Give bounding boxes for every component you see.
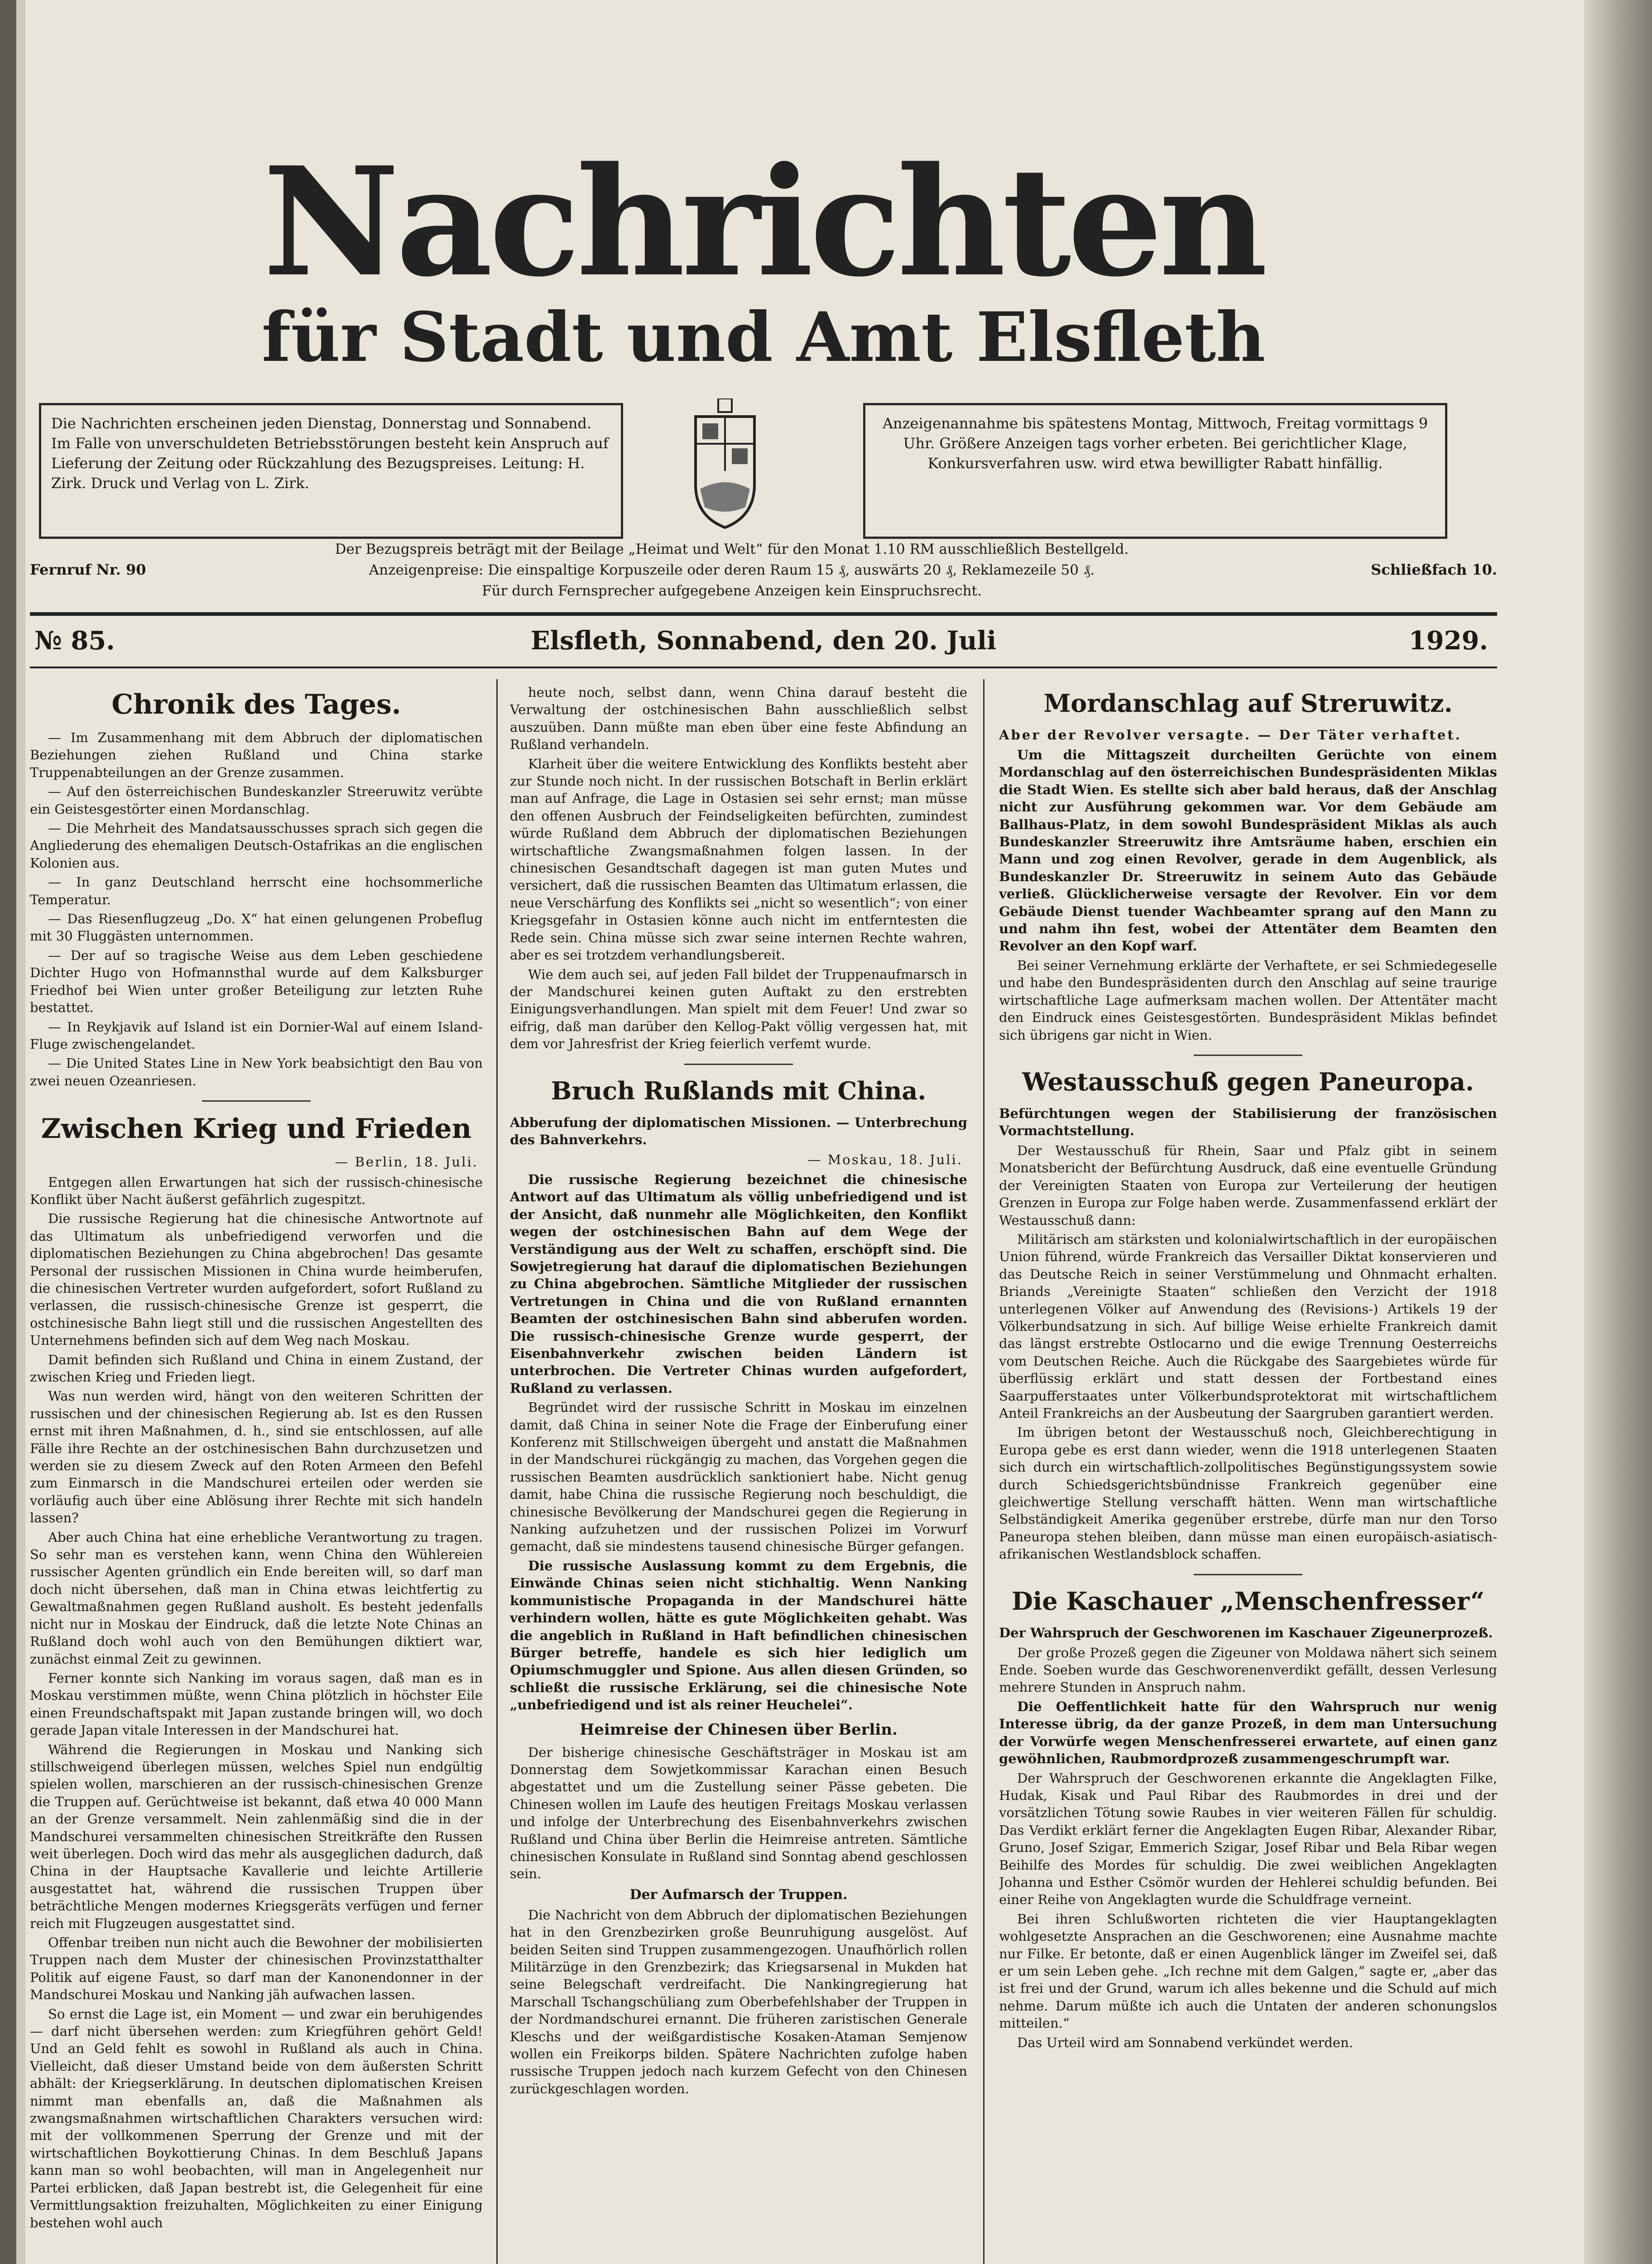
article-paragraph: Das Urteil wird am Sonnabend verkündet werden. xyxy=(1017,2034,1353,2050)
article-paragraph: Bei ihren Schlußworten richteten die vier Hauptangeklagten wohlgesetzte Ansprachen an die Geschworenen; eine Ausnahme machte nur Filke. Er betonte, daß er einen Augenblick länger im Zweifel sei, daß er um sein Leben gehe. „Ich rechne mit dem Galgen,“ sagte er, „aber das ist frei und der Grund, warum ich alles bekenne und die Schuld auf mich nehme. Darum müßte ich auch die Untaten der anderen schonungslos mitteilen.“ xyxy=(999,1911,1497,2031)
coat-of-arms-icon xyxy=(691,398,759,530)
article-paragraph: Der Westausschuß für Rhein, Saar und Pfalz gibt in seinem Monatsbericht der Befürchtung Ausdruck, daß eine eventuelle Gründung der Vereinigten Staaten von Europa zur Verteilerung der heutigen Grenzen in Europa zur Folge haben werde. Zusammenfassend erklärt der Westausschuß dann: xyxy=(999,1142,1497,1228)
article-subtitle: Befürchtungen wegen der Stabilisierung der französischen Vormachtstellung. xyxy=(999,1105,1497,1138)
article-paragraph: Im übrigen betont der Westausschuß noch, Gleichberechtigung in Europa gebe es erst dann wieder, wenn die 1918 unterlegenen Staaten sich durch ein wirtschaftlich-zollpolitisches Begünstigungssystem sowie durch Schiedsgerichtsbündnisse Frankreich gegenüber eine gleichwertige Stellung verschafft hätten. Wenn man wirtschaftliche Selbständigkeit Amerika gegenüber erstrebe, dürfe man nur den Torso Paneuropa stehen bleiben, dann müsse man einen europäisch-asiatisch-afrikanischen Westlandsblock schaffen. xyxy=(999,1425,1497,1562)
article-paragraph: Entgegen allen Erwartungen hat sich der russisch-chinesische Konflikt über Nacht äußerst gefährlich zugespitzt. xyxy=(30,1174,483,1207)
article-paragraph: So ernst die Lage ist, ein Moment — und zwar ein beruhigendes — darf nicht übersehen werden: zum Kriegführen gehört Geld! Und an Geld fehlt es sowohl in Rußland als auch in China. Vielleicht, daß dieser Umstand beide von dem äußersten Schritt abhält: der Kriegserklärung. In deutschen diplomatischen Kreisen nimmt man ebenfalls an, daß die Maßnahmen als zwangsmaßnahmen wirtschaftlichen Charakters versuchen wird: mit der vollkommenen Sperrung der Grenze und mit der wirtschaftlichen Boykottierung Chinas. In dem Beschluß Japans kann man so wohl beobachten, will man in Angelegenheit nur Partei erblicken, daß Japan bestrebt ist, die Gelegenheit für eine Vermittlungsaktion freizuhalten, Möglichkeiten zu einer Einigung bestehen wohl auch xyxy=(30,2006,483,2230)
article-separator xyxy=(1194,1055,1302,1056)
chronik-item: — Der auf so tragische Weise aus dem Leben geschiedene Dichter Hugo von Hofmannsthal wurde auf dem Kalksburger Friedhof bei Wien unter großer Beteiligung zur letzten Ruhe bestattet. xyxy=(30,947,483,1016)
column-2 xyxy=(510,684,967,2264)
issue-number: № 85. xyxy=(34,626,115,656)
chronik-item: — Auf den österreichischen Bundeskanzler Streeruwitz verübte ein Geistesgestörter einen Mordanschlag. xyxy=(30,784,483,817)
article-paragraph: Der Wahrspruch der Geschworenen erkannte die Angeklagten Filke, Hudak, Kisak und Paul Ribar des Raubmordes in drei und der vorsätzlichen Tötung sowie Raubes in vier weiteren Fällen für schuldig. Das Verdikt erklärt ferner die Angeklagten Eugen Ribar, Alexander Ribar, Gruno, Josef Szigar, Emmerich Szigar, Josef Ribar und Bela Ribar wegen Beihilfe des Mordes für schuldig. Die zwei weiblichen Angeklagten Johanna und Esther Csömör wurden der Hehlerei schuldig befunden. Bei einer Reihe von Angeklagten wurde die Schuldfrage verneint. xyxy=(999,1770,1497,1908)
article-headline: Zwischen Krieg und Frieden xyxy=(41,1113,472,1145)
article-headline: Mordanschlag auf Streruwitz. xyxy=(1043,689,1453,718)
article-subtitle: Aber der Revolver versagte. — Der Täter verhaftet. xyxy=(999,727,1462,743)
column-1 xyxy=(30,684,483,2264)
newspaper-page xyxy=(30,18,1497,2264)
chronik-item: — Das Riesenflugzeug „Do. X“ hat einen gelungenen Probeflug mit 30 Fluggästen unternommen. xyxy=(30,911,483,944)
article-paragraph: heute noch, selbst dann, wenn China darauf besteht die Verwaltung der ostchinesischen Bahn ausschließlich selbst auszuüben. Dann müßte man eben über eine feste Abfindung an Rußland verhandeln. xyxy=(510,685,967,753)
article-headline: Westausschuß gegen Paneuropa. xyxy=(1022,1067,1474,1096)
section-heading: Der Aufmarsch der Truppen. xyxy=(629,1886,848,1903)
article-headline: Chronik des Tages. xyxy=(111,689,401,720)
article-paragraph: Damit befinden sich Rußland und China in einem Zustand, der zwischen Krieg und Frieden liegt. xyxy=(30,1352,483,1385)
article-paragraph: Während die Regierungen in Moskau und Nanking sich stillschweigend überlegen müssen, welches Spiel nun endgültig spielen wollen, marschieren an der russisch-chinesischen Grenze die Truppen auf. Gerüchtweise ist bekannt, daß etwa 40 000 Mann an der Grenze versammelt. Nein zahlenmäßig sind die in der Mandschurei versammelten chinesischen Streitkräfte den Russen weit überlegen. Doch wird das mehr als ausgeglichen dadurch, daß China in der Hauptsache Kavallerie und leichte Artillerie ausgestattet hat, während die russischen Truppen über beträchtliche Mengen modernes Kriegsgeräts verfügen und ferner reich mit Flugzeugen ausgestattet sind. xyxy=(30,1741,483,1931)
article-paragraph: Aber auch China hat eine erhebliche Verantwortung zu tragen. So sehr man es verstehen kann, wenn China den Wühlereien russischer Agenten gründlich ein Ende bereiten will, so darf man doch nicht übersehen, daß man in China etwas leichtfertig zu Gewaltmaßnahmen gegen Rußland ausholt. Es besteht jedenfalls nicht nur in Moskau der Eindruck, daß die letzte Note Chinas an Rußland doch wohl auch von den Bemühungen diktiert war, zunächst einmal Zeit zu gewinnen. xyxy=(30,1529,483,1667)
column-3 xyxy=(999,684,1497,2264)
article-paragraph: Offenbar treiben nun nicht auch die Bewohner der mobilisierten Truppen nach dem Muster der chinesischen Provinzstatthalter Politik auf eigene Faust, so darf man der Kanonendonner in der Mandschurei Moskau und Nanking jäh aufwachen lassen. xyxy=(30,1935,483,2003)
article-paragraph: Militärisch am stärksten und kolonialwirtschaftlich in der europäischen Union führend, würde Frankreich das Versailler Diktat konservieren und das Deutsche Reich in seiner Verstümmelung und Ohnmacht erhalten. Briands „Vereinigte Staaten“ schließen den Verzicht der 1918 unterlegenen Völker auf Anwendung des (Revisions-) Artikels 19 der Völkerbundsatzung in sich. Auf billige Weise erhielte Frankreich damit das längst erstrebte Ostlocarno und die ewige Trennung Oesterreichs vom Deutschen Reiche. Auch die Rückgabe des Saargebietes würde für überflüssig erklärt und statt dessen der Fortbestand eines Saarpufferstaates unter Völkerbundsprotektorat mit wirtschaftlichem Anteil Frankreichs an der Ausbeutung der Saargruben garantiert werden. xyxy=(999,1231,1497,1421)
article-headline: Die Kaschauer „Menschenfresser“ xyxy=(1011,1586,1485,1616)
article-headline: Bruch Rußlands mit China. xyxy=(551,1076,927,1105)
dateline-rule xyxy=(30,667,1497,668)
chronik-item: — In ganz Deutschland herrscht eine hochsommerliche Temperatur. xyxy=(30,874,483,907)
article-paragraph: Was nun werden wird, hängt von den weiteren Schritten der russischen und der chinesischen Regierung ab. Ist es den Russen ernst mit ihren Maßnahmen, d. h., sind sie entschlossen, auf alle Fälle ihre Rechte an der ostchinesischen Bahn durchzusetzen und werden sie zu diesem Zweck auf den Roten Armeen den Befehl zum Einmarsch in die Mandschurei erteilen oder werden sie vorläufig auch über eine Ablösung ihrer Rechte mit sich handeln lassen? xyxy=(30,1388,483,1526)
article-dateline: — Berlin, 18. Juli. xyxy=(335,1154,478,1170)
publication-info-box: Die Nachrichten erscheinen jeden Dienstag, Donnerstag und Sonnabend. Im Falle von unverschuldeten Betriebsstörungen besteht kein Anspruch auf Lieferung der Zeitung oder Rückzahlung des Bezugspreises. Leitung: H. Zirk. Druck und Verlag von L. Zirk. xyxy=(39,403,623,539)
advertising-info-box: Anzeigenannahme bis spätestens Montag, Mittwoch, Freitag vormittags 9 Uhr. Größere Anzeigen tags vorher erbeten. Bei gerichtlicher Klage, Konkursverfahren usw. wird etwa bewilligter Rabatt hinfällig. xyxy=(863,403,1447,539)
article-headline: Heimreise der Chinesen über Berlin. xyxy=(580,1720,898,1739)
chronik-item: — Die Mehrheit des Mandatsausschusses sprach sich gegen die Angliederung des ehemaligen Deutsch-Ostafrikas an die englischen Kolonien aus. xyxy=(30,820,483,871)
pricing-line: Anzeigenpreise: Die einspaltige Korpuszeile oder deren Raum 15 ₰, auswärts 20 ₰, Reklamezeile 50 ₰. xyxy=(369,562,1095,578)
article-paragraph: Die Oeffentlichkeit hatte für den Wahrspruch nur wenig Interesse übrig, da der ganze Prozeß, in dem man Untersuchung der Vorwürfe wegen Menschenfresserei erwartete, auf einen ganz gewöhnlichen, Raubmordprozeß zusammengeschrumpft war. xyxy=(999,1698,1497,1767)
article-separator xyxy=(684,1064,793,1065)
article-paragraph: Die russische Regierung bezeichnet die chinesische Antwort auf das Ultimatum als völlig unbefriedigend und ist der Ansicht, daß nunmehr alle Möglichkeiten, den Konflikt wegen der ostchinesischen Bahn auf dem Wege der Verständigung aus der Welt zu schaffen, erschöpft sind. Die Sowjetregierung hat darauf die diplomatischen Beziehungen zu China abgebrochen. Sämtliche Mitglieder der russischen Vertretungen in China und die von Rußland ernannten Beamten der ostchinesischen Bahn sind abberufen worden. Die russisch-chinesische Grenze wurde gesperrt, der Eisenbahnverkehr zwischen beiden Ländern ist unterbrochen. Die Vertreter Chinas wurden aufgefordert, Rußland zu verlassen. xyxy=(510,1171,967,1396)
article-paragraph: Die russische Auslassung kommt zu dem Ergebnis, die Einwände Chinas seien nicht stichhaltig. Wenn Nanking kommunistische Propaganda in der Mandschurei hätte verhindern wollen, hätte es gute Möglichkeiten gehabt. Was die angeblich in Rußland in Haft befindlichen chinesischen Bürger betreffe, handele es sich hier lediglich um Opiumschmuggler und Spione. Aus allen diesen Gründen, so schließt die russische Erklärung, sei die chinesische Note „unbefriedigend und ist als reiner Heuchelei“. xyxy=(510,1558,967,1713)
phone-number: Fernruf Nr. 90 xyxy=(30,561,146,578)
article-paragraph: Begründet wird der russische Schritt in Moskau im einzelnen damit, daß China in seiner Note die Frage der Einberufung einer Konferenz mit Stillschweigen übergeht und anstatt die Maßnahmen in der Mandschurei rückgängig zu machen, das Vorgehen gegen die russischen Beamten ausdrücklich sanktioniert habe. Nicht genug damit, habe China die russische Regierung noch beschuldigt, die chinesische Bevölkerung der Mandschurei gegen die Regierung in Nanking aufzuhetzen und der russischen Polizei im Vorwurf gemacht, daß sie mindestens tausend chinesische Bürger gefangen. xyxy=(510,1400,967,1554)
article-separator xyxy=(1194,1574,1302,1575)
article-paragraph: Um die Mittagszeit durcheilten Gerüchte von einem Mordanschlag auf den österreichischen Bundespräsidenten Miklas die Stadt Wien. Es stellte sich aber bald heraus, daß der Anschlag nicht zur Ausführung gekommen war. Vor dem Gebäude am Ballhaus-Platz, in dem sowohl Bundespräsident Miklas als auch Bundeskanzler Streeruwitz ihre Amtsräume haben, erschien ein Mann und zog einen Revolver, gerade in dem Augenblick, als Bundeskanzler Dr. Streeruwitz in seinem Auto das Gebäude verließ. Glücklicherweise versagte der Revolver. Ein vor dem Gebäude Dienst tuender Wachbeamter sprang auf den Mann zu und nahm ihn fest, wobei der Attentäter dem Beamten den Revolver an den Kopf warf. xyxy=(999,747,1497,954)
article-subtitle: Abberufung der diplomatischen Missionen. — Unterbrechung des Bahnverkehrs. xyxy=(510,1114,967,1147)
chronik-item: — In Reykjavik auf Island ist ein Dornier-Wal auf einem Island-Fluge zwischengelandet. xyxy=(30,1019,483,1052)
header-rule xyxy=(30,612,1497,616)
article-paragraph: Wie dem auch sei, auf jeden Fall bildet der Truppenaufmarsch in der Mandschurei keinen guten Auftakt zu den erstrebten Einigungsverhandlungen. Man spielt mit dem Feuer! Und zwar so eifrig, daß man darüber den Kellog-Pakt völlig vergessen hat, mit dem vor Jahresfrist der Krieg feierlich verfemt wurde. xyxy=(510,966,967,1052)
article-paragraph: Die russische Regierung hat die chinesische Antwortnote auf das Ultimatum als unbefriedigend verworfen und die diplomatischen Beziehungen zu China abgebrochen! Das gesamte Personal der russischen Missionen in China wurde heimberufen, die chinesischen Vertreter wurden aufgefordert, sofort Rußland zu verlassen, die russisch-chinesische Grenze ist gesperrt, die ostchinesische Bahn liegt still und die russischen Angestellten des Unternehmens befinden sich auf dem Weg nach Moskau. xyxy=(30,1211,483,1348)
article-dateline: — Moskau, 18. Juli. xyxy=(807,1151,963,1167)
article-paragraph: Die Nachricht von dem Abbruch der diplomatischen Beziehungen hat in den Grenzbezirken große Beunruhigung ausgelöst. Auf beiden Seiten sind Truppen zusammengezogen. Unaufhörlich rollen Militärzüge in den Grenzbezirk; das Kriegsarsenal in Mukden hat seine Belegschaft verdreifacht. Die Nankingregierung hat Marschall Tschangschüliang zum Oberbefehlshaber der Truppen in der Nordmandschurei ernannt. Die früheren zaristischen Generale Kleschs und der weißgardistische Kosaken-Ataman Semjenow wollen ein Freikorps bilden. Spätere Nachrichten zufolge haben russische Truppen jedoch nach kurzem Gefecht von den Chinesen zurückgeschlagen worden. xyxy=(510,1907,967,2096)
year: 1929. xyxy=(1408,626,1488,656)
pricing-info xyxy=(220,539,1244,601)
previous-page-edge xyxy=(16,0,25,2264)
masthead-subtitle: für Stadt und Amt Elsfleth xyxy=(261,297,1266,377)
article-paragraph: Der große Prozeß gegen die Zigeuner von Moldawa nähert sich seinem Ende. Soeben wurde das Geschworenenverdikt gefällt, dessen Verlesung mehrere Stunden in Anspruch nahm. xyxy=(999,1645,1497,1695)
chronik-item: — Die United States Line in New York beabsichtigt den Bau von zwei neuen Ozeanriesen. xyxy=(30,1055,483,1089)
article-paragraph: Ferner konnte sich Nanking im voraus sagen, daß man es in Moskau verstimmen müßte, wenn China plötzlich in höchster Eile einen Freundschaftspakt mit Japan zustande bringen will, wo doch gerade Japan vitale Interessen in der Mandschurei hat. xyxy=(30,1670,483,1738)
page-stack-edge xyxy=(1584,0,1652,2264)
column-divider xyxy=(496,679,498,2264)
article-subtitle: Der Wahrspruch der Geschworenen im Kaschauer Zigeunerprozeß. xyxy=(999,1625,1493,1640)
postbox: Schließfach 10. xyxy=(1371,561,1497,578)
dateline-bar xyxy=(30,620,1497,661)
masthead-title: Nachrichten xyxy=(263,134,1264,310)
chronik-item: — Im Zusammenhang mit dem Abbruch der diplomatischen Beziehungen ziehen Rußland und China starke Truppenabteilungen an der Grenze zusammen. xyxy=(30,730,483,780)
article-paragraph: Klarheit über die weitere Entwicklung des Konflikts besteht aber zur Stunde noch nicht. In der russischen Botschaft in Berlin erklärt man auf Anfrage, die Lage in Ostasien sei sehr ernst; man müsse den offenen Ausbruch der Feindseligkeiten befürchten, zumindest würde Rußland dem Abbruch der diplomatischen Beziehungen wirtschaftliche Zwangsmaßnahmen folgen lassen. In der chinesischen Gesandtschaft dagegen ist man guten Mutes und versichert, daß die russischen Beamten das Ultimatum erlassen, die neue Verschärfung des Konflikts sei „nicht so wesentlich“; von einer Kriegsgefahr in Ostasien könne auch nicht im entferntesten die Rede sein. China müsse sich zwar seine internen Rechte wahren, aber es sei trotzdem verhandlungsbereit. xyxy=(510,756,967,963)
column-divider xyxy=(983,679,984,2264)
article-separator xyxy=(202,1100,311,1102)
article-paragraph: Bei seiner Vernehmung erklärte der Verhaftete, er sei Schmiedegeselle und habe den Bundespräsidenten durch den Anschlag auf seine traurige wirtschaftliche Lage aufmerksam machen wollen. Der Attentäter macht den Eindruck eines Geistesgestörten. Bundespräsident Miklas befindet sich übrigens gar nicht in Wien. xyxy=(999,957,1497,1043)
pricing-line: Für durch Fernsprecher aufgegebene Anzeigen kein Einspruchsrecht. xyxy=(482,583,982,599)
article-paragraph: Der bisherige chinesische Geschäftsträger in Moskau ist am Donnerstag dem Sowjetkommissar Karachan einen Besuch abgestattet und um die Zustellung seiner Pässe gebeten. Die Chinesen wollen im Laufe des heutigen Freitags Moskau verlassen und infolge der Unterbrechung des Eisenbahnverkehrs zwischen Rußland und China über Berlin die Heimreise antreten. Sämtliche chinesischen Konsulate in Rußland sind Sonntag abend geschlossen sein. xyxy=(510,1744,967,1882)
place-date: Elsfleth, Sonnabend, den 20. Juli xyxy=(530,626,997,656)
pricing-line: Der Bezugspreis beträgt mit der Beilage „Heimat und Welt“ für den Monat 1.10 RM ausschließlich Bestellgeld. xyxy=(335,541,1129,557)
binding-spine xyxy=(0,0,16,2264)
